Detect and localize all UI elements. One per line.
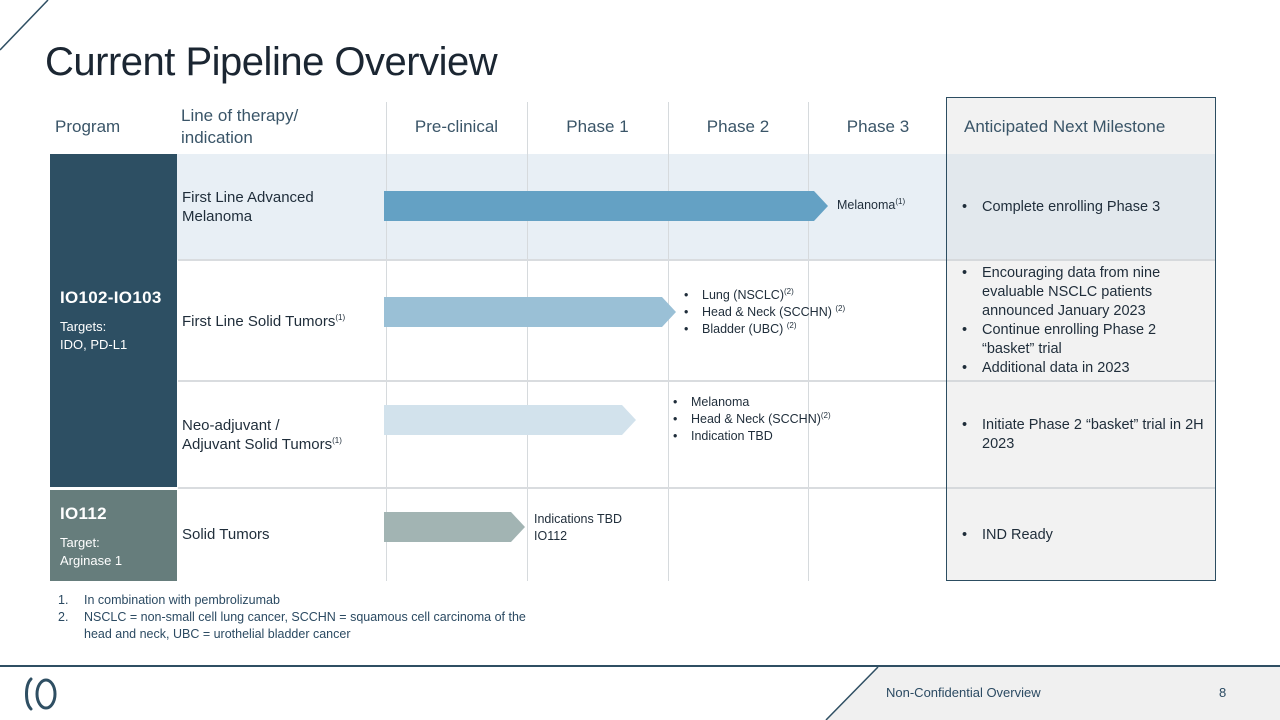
header-preclinical: Pre-clinical [414, 117, 499, 136]
milestone-item: • Initiate Phase 2 “basket” trial in 2H 2023 [962, 416, 1210, 454]
pipeline-arrow-preclinical [384, 512, 525, 542]
bullet-list-first-line-solid [684, 287, 845, 338]
bullet-item: • Bladder (UBC) $^{(2)}$ [684, 321, 845, 338]
page-number: 8 [1219, 685, 1227, 700]
stage-label-io112 [534, 511, 622, 545]
indication-line1: First Line Advanced [182, 189, 314, 206]
page-title: Current Pipeline Overview [45, 40, 498, 84]
milestone-item: • Complete enrolling Phase 3 [962, 198, 1210, 217]
program-target-label: Targets: [60, 319, 107, 334]
stage-label-line2: IO112 [534, 529, 568, 543]
column-divider [668, 102, 669, 581]
milestone-item: • Continue enrolling Phase 2 “basket” trial [962, 321, 1210, 359]
row-divider [178, 487, 946, 489]
footnote-ref: (1) [335, 313, 346, 322]
program-block-io112 [50, 490, 177, 581]
milestone-list-neo-adjuvant [962, 416, 1210, 454]
footnotes [58, 592, 526, 643]
footer-label: Non-Confidential Overview [886, 685, 1041, 700]
row-divider [178, 380, 946, 382]
indication-line1: Neo-adjuvant / [182, 417, 280, 434]
header-phase3: Phase 3 [846, 117, 910, 136]
bullet-list-neo-adjuvant [673, 394, 831, 445]
milestone-row-divider [947, 487, 1215, 489]
header-line-of-therapy-line2: indication [181, 128, 253, 147]
program-target-label: Target: [60, 535, 100, 550]
column-divider [808, 102, 809, 581]
milestone-item: • Additional data in 2023 [962, 359, 1210, 378]
milestone-item: • IND Ready [962, 526, 1210, 545]
milestone-list-first-line-solid [962, 264, 1210, 378]
program-block-io102-io103 [50, 154, 177, 487]
bullet-item: • Lung (NSCLC)$^{(2)}$ [684, 287, 845, 304]
column-divider [386, 102, 387, 581]
pipeline-arrow-phase2 [384, 297, 676, 327]
footnote-ref: (1) [895, 196, 906, 206]
indication-line2: Adjuvant Solid Tumors$^{(1)}$ [182, 436, 342, 453]
header-phase2: Phase 2 [706, 117, 770, 136]
indication-neo-adjuvant [182, 416, 342, 454]
pipeline-arrow-phase2 [384, 405, 664, 435]
milestone-item: • Encouraging data from nine evaluable NSCLC patients announced January 2023 [962, 264, 1210, 321]
indication-line2: Melanoma [182, 208, 253, 225]
milestone-row-divider [947, 380, 1215, 382]
milestone-list-melanoma [962, 198, 1210, 217]
footer-grey-panel [0, 667, 1280, 720]
column-divider [527, 102, 528, 581]
program-name: IO112 [60, 504, 107, 523]
header-line-of-therapy [181, 100, 298, 154]
stage-label-line1: Indications TBD [534, 512, 623, 526]
header-line-of-therapy-line1: Line of therapy/ [181, 106, 299, 125]
io-logo-icon [22, 675, 60, 713]
indication-first-line-melanoma [182, 188, 314, 226]
footnote-2: 2. NSCLC = non-small cell lung cancer, SCCHN = squamous cell carcinoma of the head and neck, UBC = urothelial bladder cancer [58, 610, 526, 641]
stage-label-text: Melanoma [837, 198, 896, 212]
pipeline-arrow-phase3 [384, 191, 828, 221]
row-divider [178, 259, 946, 261]
header-milestone: Anticipated Next Milestone [964, 117, 1166, 136]
indication-text: First Line Solid Tumors [182, 313, 336, 330]
stage-label-melanoma [837, 197, 905, 214]
milestone-list-io112 [962, 526, 1210, 545]
indication-first-line-solid-tumors [182, 312, 345, 331]
header-phase1: Phase 1 [566, 117, 629, 136]
header-program: Program [55, 117, 121, 136]
bullet-item: • Melanoma [673, 394, 831, 411]
program-targets: IDO, PD-L1 [60, 337, 128, 352]
indication-solid-tumors: Solid Tumors [182, 526, 270, 543]
milestone-row-divider [947, 259, 1215, 261]
bullet-item: • Head & Neck (SCCHN)$^{(2)}$ [673, 411, 831, 428]
bullet-item: • Head & Neck (SCCHN) $^{(2)}$ [684, 304, 845, 321]
program-name: IO102-IO103 [60, 288, 162, 307]
footnote-1: 1. In combination with pembrolizumab [58, 593, 280, 607]
bullet-item: • Indication TBD [673, 428, 831, 445]
program-targets: Arginase 1 [60, 553, 123, 568]
